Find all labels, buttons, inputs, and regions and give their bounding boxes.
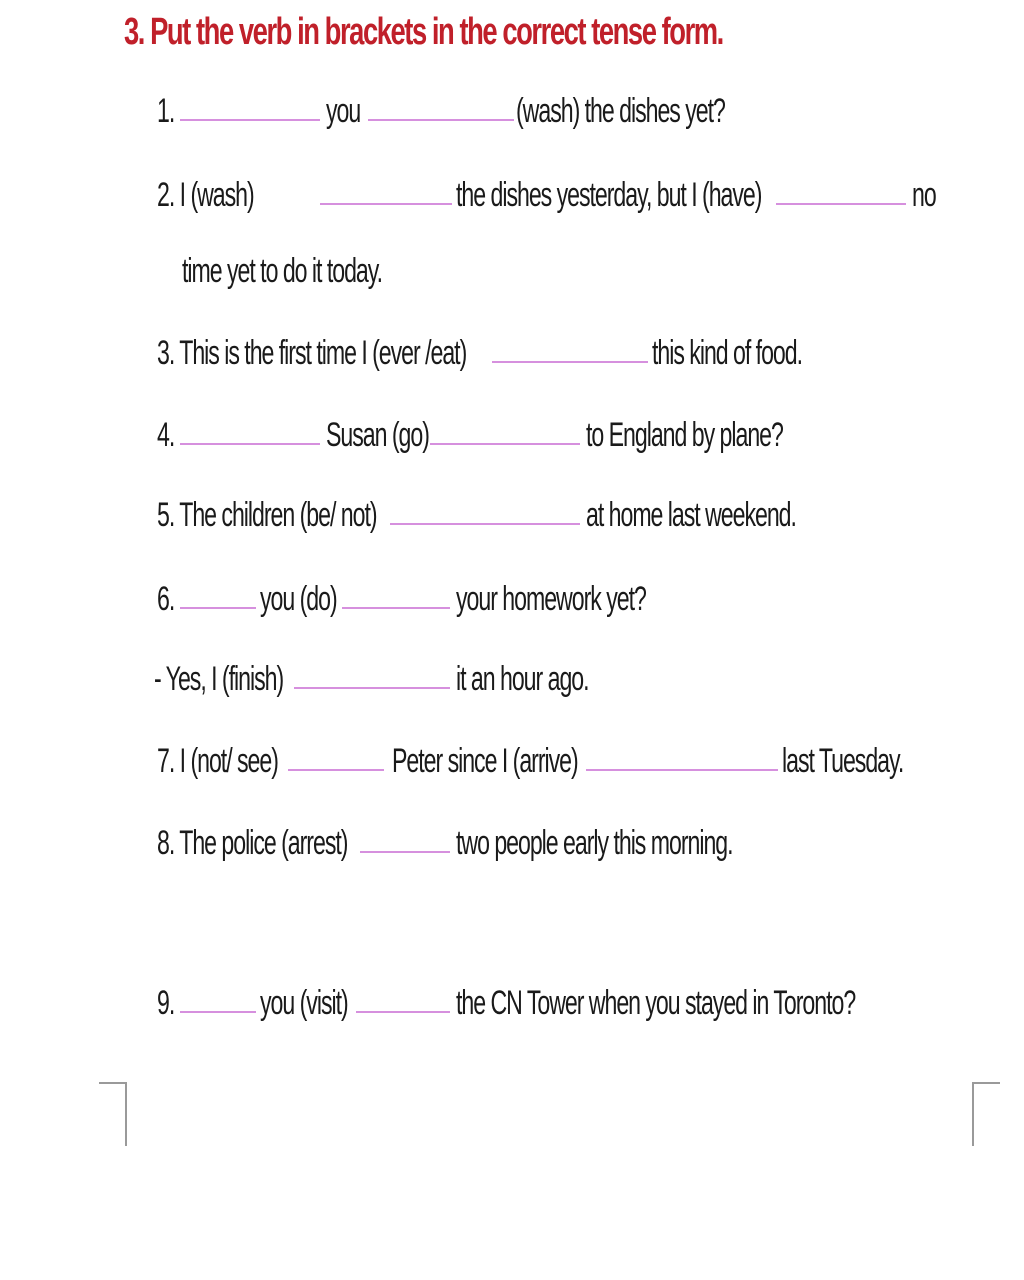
answer-blank-9a[interactable] [180, 1011, 256, 1013]
answer-blank-4a[interactable] [180, 443, 320, 445]
question-6-reply-text-a: - Yes, I (finish) [154, 660, 284, 698]
question-7 [0, 736, 1024, 786]
answer-blank-1b[interactable] [368, 119, 514, 121]
question-9 [0, 978, 1024, 1028]
question-9-text-b: the CN Tower when you stayed in Toronto? [456, 984, 856, 1022]
question-5-text-b: at home last weekend. [586, 496, 796, 534]
answer-blank-4b[interactable] [430, 443, 580, 445]
question-4-text-a: Susan (go) [326, 416, 429, 454]
question-1-text-b: (wash) the dishes yet? [516, 92, 725, 130]
question-2 [0, 170, 1024, 220]
question-2-text-d: time yet to do it today. [182, 252, 382, 290]
question-1-number: 1. [157, 92, 175, 130]
question-5 [0, 490, 1024, 540]
answer-blank-9b[interactable] [356, 1011, 450, 1013]
question-6-reply-text-b: it an hour ago. [456, 660, 589, 698]
answer-blank-6a[interactable] [180, 607, 256, 609]
question-6 [0, 574, 1024, 624]
page-corner-mark-right [972, 1082, 1000, 1146]
answer-blank-7b[interactable] [586, 769, 778, 771]
answer-blank-2b[interactable] [776, 203, 906, 205]
answer-blank-7a[interactable] [288, 769, 384, 771]
question-3 [0, 328, 1024, 378]
question-2-text-b: the dishes yesterday, but I (have) [456, 176, 762, 214]
question-6-number: 6. [157, 580, 175, 618]
question-4-number: 4. [157, 416, 175, 454]
question-5-text-a: 5. The children (be/ not) [157, 496, 377, 534]
exercise-title: 3. Put the verb in brackets in the correct tense form. [124, 11, 723, 53]
question-3-text-b: this kind of food. [652, 334, 803, 372]
question-6-reply [0, 654, 1024, 704]
answer-blank-2a[interactable] [320, 203, 452, 205]
question-9-text-a: you (visit) [260, 984, 348, 1022]
question-4 [0, 410, 1024, 460]
question-6-text-a: you (do) [260, 580, 337, 618]
question-6-text-b: your homework yet? [456, 580, 646, 618]
question-3-text-a: 3. This is the first time I (ever /eat) [157, 334, 467, 372]
question-9-number: 9. [157, 984, 175, 1022]
question-2-continuation [0, 246, 1024, 296]
question-8 [0, 818, 1024, 868]
question-2-text-a: 2. I (wash) [157, 176, 254, 214]
answer-blank-3a[interactable] [492, 361, 648, 363]
question-8-text-b: two people early this morning. [456, 824, 733, 862]
question-7-text-c: last Tuesday. [782, 742, 904, 780]
question-7-text-b: Peter since I (arrive) [392, 742, 578, 780]
question-4-text-b: to England by plane? [586, 416, 783, 454]
answer-blank-5a[interactable] [390, 523, 580, 525]
answer-blank-6c[interactable] [294, 687, 450, 689]
question-7-text-a: 7. I (not/ see) [157, 742, 278, 780]
question-1-text-a: you [326, 92, 361, 130]
answer-blank-1a[interactable] [180, 119, 320, 121]
answer-blank-8a[interactable] [360, 851, 450, 853]
page-corner-mark-left [99, 1082, 127, 1146]
question-1 [0, 86, 1024, 136]
question-2-text-c: no [912, 176, 936, 214]
question-8-text-a: 8. The police (arrest) [157, 824, 348, 862]
answer-blank-6b[interactable] [342, 607, 450, 609]
